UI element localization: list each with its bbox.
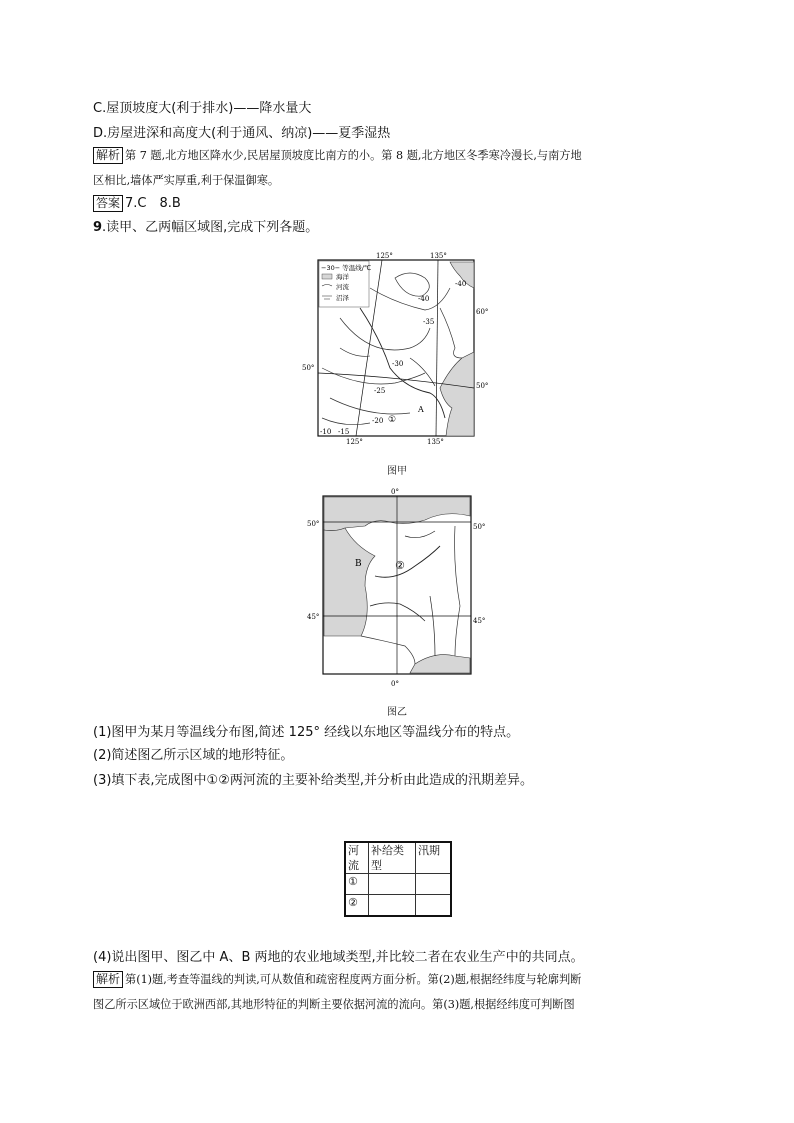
legend-isotherm: −30− 等温线/℃	[321, 264, 372, 272]
lat-left-50: 50°	[307, 520, 320, 528]
isotherm-label: -30	[392, 360, 404, 368]
legend-sea: 海洋	[336, 273, 349, 281]
map-yi	[305, 486, 495, 690]
lon-bottom-125: 125°	[346, 438, 363, 446]
sub-question-1: (1)图甲为某月等温线分布图,简述 125° 经线以东地区等温线分布的特点。	[93, 725, 520, 740]
question-9	[93, 218, 318, 238]
sub-question-2: (2)简述图乙所示区域的地形特征。	[93, 748, 294, 763]
marker-b: B	[355, 559, 362, 569]
table-header-supply: 补给类型	[369, 842, 416, 874]
lat-right-45: 45°	[473, 617, 486, 625]
lon-top-0: 0°	[391, 488, 399, 496]
lat-right-60: 60°	[476, 308, 489, 316]
table-header-flood: 汛期	[416, 842, 452, 874]
answer-line	[93, 194, 181, 214]
map-jia	[300, 248, 489, 448]
lon-top-135: 135°	[430, 252, 447, 260]
lat-left-50: 50°	[302, 364, 315, 372]
option-d: D.房屋进深和高度大(利于通风、纳凉)——夏季湿热	[93, 126, 391, 141]
isotherm-label: -35	[423, 318, 435, 326]
marker-a: A	[418, 405, 424, 414]
table-cell-empty[interactable]	[369, 895, 416, 917]
isotherm-label: -10	[320, 428, 332, 436]
isotherm-label: -40	[418, 295, 430, 303]
isotherm-label: -20	[372, 417, 384, 425]
analysis2-tag: 解析	[93, 971, 123, 988]
option-c: C.屋顶坡度大(利于排水)——降水量大	[93, 101, 312, 116]
answer-tag: 答案	[93, 195, 123, 212]
table-cell-empty[interactable]	[416, 895, 452, 917]
marker-river-1: ①	[388, 415, 397, 425]
analysis-tag: 解析	[93, 147, 123, 164]
answer-text: 7.C 8.B	[125, 196, 181, 211]
analysis-line-1	[93, 144, 582, 168]
lat-right-50: 50°	[473, 523, 486, 531]
lat-right-50: 50°	[476, 382, 489, 390]
answer-table	[344, 841, 452, 917]
map-yi-caption: 图乙	[387, 707, 407, 718]
analysis2-line-2: 图乙所示区域位于欧洲西部,其地形特征的判断主要依据河流的流向。第(3)题,根据经纬度可判断图	[93, 998, 575, 1011]
analysis-text-1: 第 7 题,北方地区降水少,民居屋顶坡度比南方的小。第 8 题,北方地区冬季寒冷漫长,与南方地	[125, 149, 582, 162]
lon-bottom-0: 0°	[391, 680, 399, 688]
table-cell-empty[interactable]	[416, 874, 452, 895]
table-row-1-label: ①	[345, 874, 369, 895]
analysis2-line-1	[93, 968, 581, 992]
table-row-2-label: ②	[345, 895, 369, 917]
marker-river-2: ②	[395, 559, 405, 572]
lat-left-45: 45°	[307, 613, 320, 621]
analysis-line-2: 区相比,墙体严实厚重,利于保温御寒。	[93, 174, 280, 187]
question-number: 9	[93, 220, 103, 235]
isotherm-label: -25	[374, 387, 386, 395]
legend-swamp: 沼泽	[336, 294, 349, 302]
sub-question-3: (3)填下表,完成图中①②两河流的主要补给类型,并分析由此造成的汛期差异。	[93, 773, 533, 788]
table-header-river: 河流	[345, 842, 369, 874]
isotherm-label: -15	[338, 428, 350, 436]
lon-bottom-135: 135°	[427, 438, 444, 446]
map-jia-caption: 图甲	[387, 466, 407, 477]
question-text: .读甲、乙两幅区域图,完成下列各题。	[102, 220, 319, 235]
sub-question-4: (4)说出图甲、图乙中 A、B 两地的农业地域类型,并比较二者在农业生产中的共同点。	[93, 950, 584, 965]
lon-top-125: 125°	[376, 252, 393, 260]
table-cell-empty[interactable]	[369, 874, 416, 895]
isotherm-label: -40	[455, 280, 467, 288]
analysis2-text-1: 第(1)题,考查等温线的判读,可从数值和疏密程度两方面分析。第(2)题,根据经纬度与轮廓判断	[125, 973, 582, 986]
legend-river: 河流	[336, 283, 349, 291]
